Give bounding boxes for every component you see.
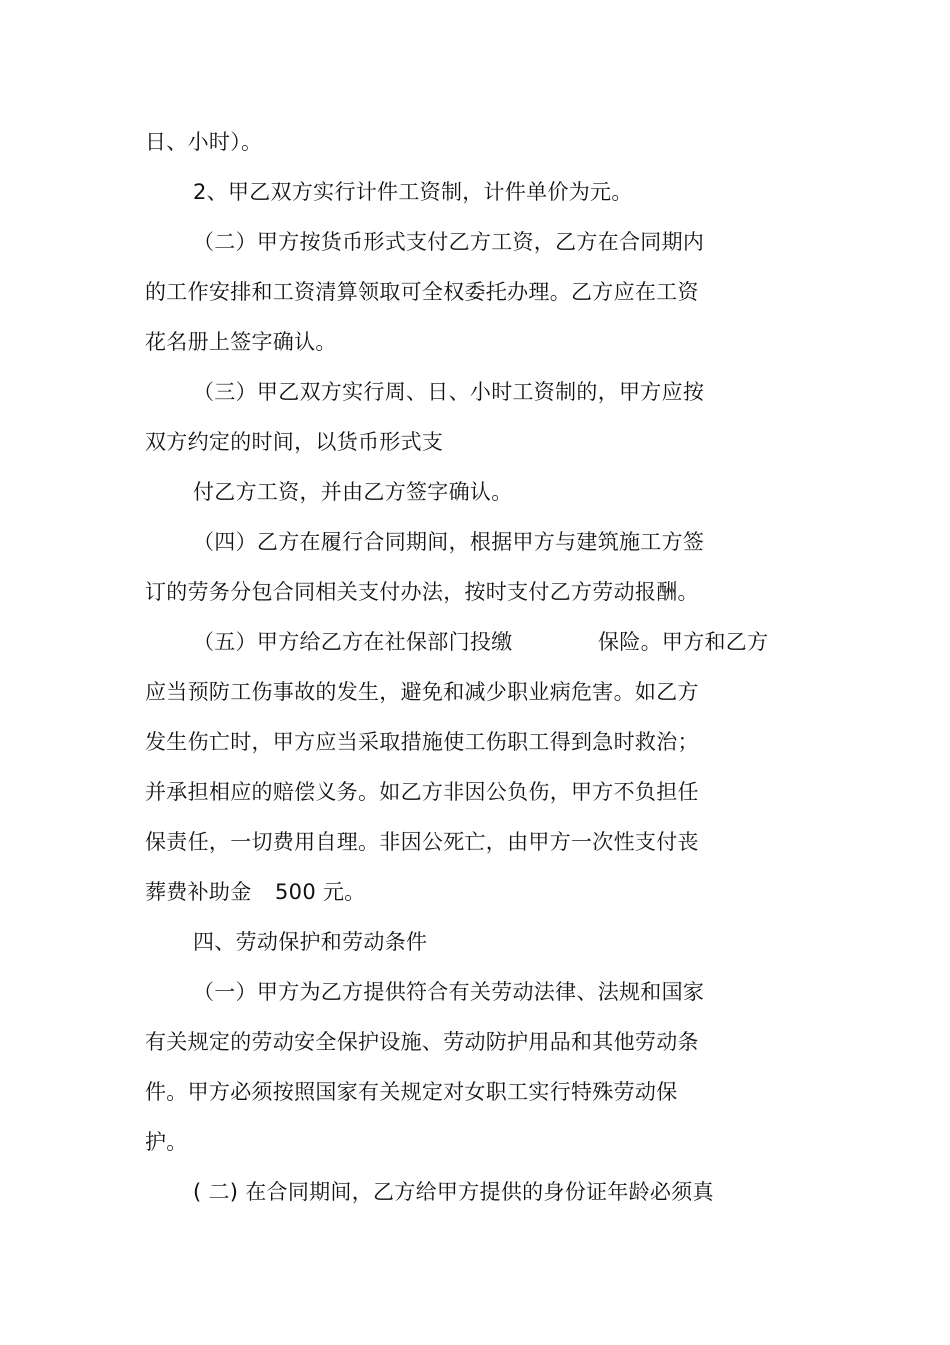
text-line: 护。: [145, 1130, 188, 1154]
text-line: 订的劳务分包合同相关支付办法，按时支付乙方劳动报酬。: [145, 580, 699, 604]
text-line: 双方约定的时间，以货币形式支: [145, 430, 444, 454]
text-line: 保险。甲方和乙方: [598, 630, 769, 654]
text-line: （一）甲方为乙方提供符合有关劳动法律、法规和国家: [193, 980, 705, 1004]
text-line: ( 二) 在合同期间，乙方给甲方提供的身份证年龄必须真: [193, 1180, 714, 1204]
text-line: 的工作安排和工资清算领取可全权委托办理。乙方应在工资: [145, 280, 699, 304]
text-line: （三）甲乙双方实行周、日、小时工资制的，甲方应按: [193, 380, 705, 404]
text-line: 件。甲方必须按照国家有关规定对女职工实行特殊劳动保: [145, 1080, 678, 1104]
text-line: 发生伤亡时，甲方应当采取措施使工伤职工得到急时救治；: [145, 730, 699, 754]
text-line: 2、甲乙双方实行计件工资制，计件单价为元。: [193, 180, 633, 204]
text-line: 花名册上签字确认。: [145, 330, 337, 354]
text-line: （四）乙方在履行合同期间，根据甲方与建筑施工方签: [193, 530, 705, 554]
text-line: 500 元。: [275, 880, 366, 904]
text-line: 并承担相应的赔偿义务。如乙方非因公负伤，甲方不负担任: [145, 780, 699, 804]
text-line: 应当预防工伤事故的发生，避免和减少职业病危害。如乙方: [145, 680, 699, 704]
text-line: 保责任，一切费用自理。非因公死亡，由甲方一次性支付丧: [145, 830, 699, 854]
text-line: 日、小时）。: [145, 130, 263, 154]
text-line: 付乙方工资，并由乙方签字确认。: [193, 480, 513, 504]
text-line: 葬费补助金: [145, 880, 252, 904]
text-line: （五）甲方给乙方在社保部门投缴: [193, 630, 513, 654]
text-line: 有关规定的劳动安全保护设施、劳动防护用品和其他劳动条: [145, 1030, 699, 1054]
section-heading: 四、劳动保护和劳动条件: [193, 930, 428, 954]
text-line: （二）甲方按货币形式支付乙方工资，乙方在合同期内: [193, 230, 705, 254]
